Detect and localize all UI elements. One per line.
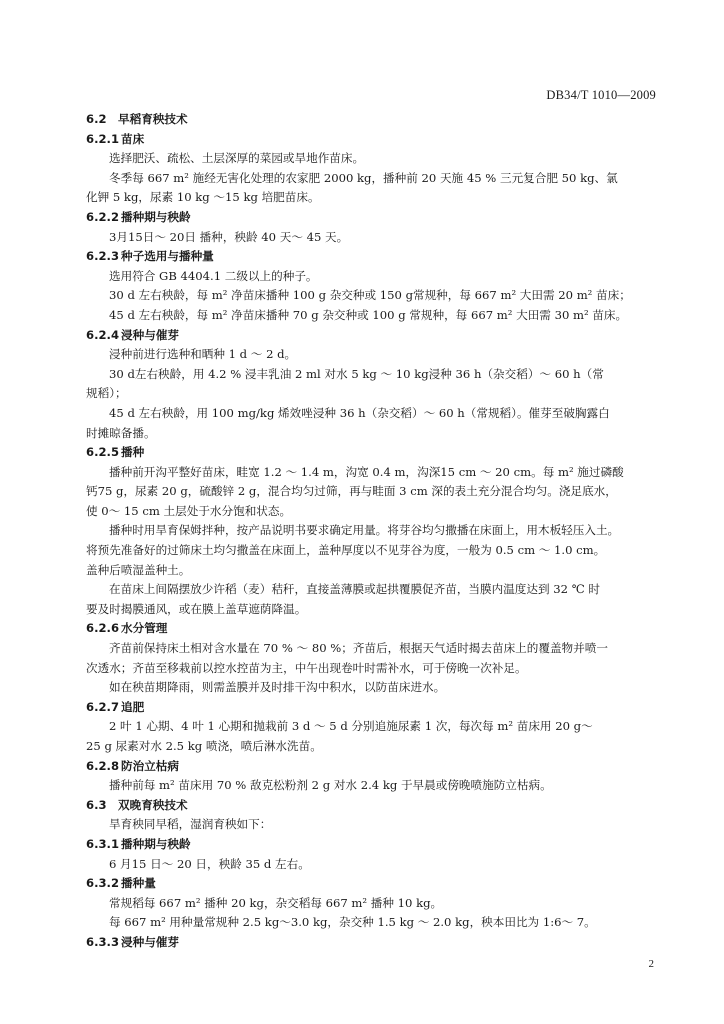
subsection-heading — [86, 933, 658, 953]
paragraph-line: 旱育秧同早稻，湿润育秧如下： — [109, 817, 272, 832]
heading-number: 6.3.2 — [86, 876, 120, 891]
heading-number: 6.2.1 — [86, 131, 120, 146]
subsection-heading — [86, 326, 658, 346]
paragraph-continuation: 使 0～ 15 cm 土层处于水分饱和状态。 — [86, 503, 292, 518]
paragraph-line: 选用符合 GB 4404.1 二级以上的种子。 — [109, 268, 318, 283]
paragraph-continuation: 次透水；齐苗至移栽前以控水控苗为主，中午出现卷叶时需补水，可于傍晚一次补足。 — [86, 660, 527, 675]
heading-text: 水分管理 — [121, 621, 168, 636]
heading-number: 6.3.3 — [86, 934, 120, 949]
subsection-heading — [86, 619, 658, 639]
heading-number: 6.2.7 — [86, 699, 120, 714]
section-heading — [86, 796, 658, 816]
heading-number: 6.2.6 — [86, 621, 120, 636]
heading-number: 6.2.4 — [86, 327, 120, 342]
paragraph-continuation: 盖种后喷湿盖种土。 — [86, 562, 191, 577]
heading-number: 6.2 — [86, 112, 107, 126]
paragraph-line: 45 d 左右秧龄，用 100 mg/kg 烯效唑浸种 36 h（杂交稻）～ 60 h（常规稻）。催芽至破胸露白 — [109, 405, 610, 420]
heading-text: 苗床 — [121, 131, 145, 146]
paragraph-line: 45 d 左右秧龄，每 m² 净苗床播种 70 g 杂交种或 100 g 常规种，每 667 m² 大田需 30 m² 苗床。 — [109, 307, 628, 322]
heading-number: 6.3 — [86, 797, 107, 812]
heading-number: 6.2.8 — [86, 758, 120, 773]
heading-number: 6.2.5 — [86, 445, 120, 460]
paragraph-line: 30 d左右秧龄，用 4.2 % 浸丰乳油 2 ml 对水 5 kg ～ 10 kg浸种 36 h（杂交稻）～ 60 h（常 — [109, 366, 604, 381]
heading-number: 6.2.3 — [86, 249, 120, 264]
paragraph-line: 每 667 m² 用种量常规种 2.5 kg～3.0 kg，杂交种 1.5 kg ～ 2.0 kg，秧本田比为 1:6～ 7。 — [109, 915, 596, 930]
subsection-heading — [86, 698, 658, 718]
heading-text: 浸种与催芽 — [121, 934, 179, 949]
heading-text: 播种期与秧龄 — [121, 836, 191, 851]
paragraph-continuation: 时摊晾备播。 — [86, 425, 156, 440]
subsection-heading — [86, 208, 658, 228]
subsection-heading — [86, 835, 658, 855]
paragraph-line: 6 月15 日～ 20 日，秧龄 35 d 左右。 — [109, 856, 310, 871]
paragraph-continuation: 要及时揭膜通风，或在膜上盖草遮荫降温。 — [86, 601, 307, 616]
paragraph-line: 选择肥沃、疏松、土层深厚的菜园或旱地作苗床。 — [109, 151, 365, 166]
heading-text: 追肥 — [121, 699, 145, 714]
standard-code: DB34/T 1010—2009 — [546, 88, 656, 102]
heading-text: 播种量 — [121, 876, 156, 891]
heading-text: 浸种与催芽 — [121, 327, 179, 342]
subsection-heading — [86, 874, 658, 894]
heading-text: 播种 — [121, 445, 145, 460]
paragraph-continuation: 25 g 尿素对水 2.5 kg 喷浇，喷后淋水洗苗。 — [86, 739, 322, 753]
subsection-heading — [86, 247, 658, 267]
paragraph-continuation: 规稻）； — [86, 386, 127, 401]
paragraph-line: 浸种前进行选种和晒种 1 d ～ 2 d。 — [109, 347, 297, 362]
heading-text: 双晚育秧技术 — [118, 797, 188, 812]
paragraph-line: 冬季每 667 m² 施经无害化处理的农家肥 2000 kg，播种前 20 天施 45 % 三元复合肥 50 kg、氯 — [109, 170, 618, 185]
paragraph-line: 播种前每 m² 苗床用 70 % 敌克松粉剂 2 g 对水 2.4 kg 于早晨或傍晚喷施防立枯病。 — [109, 778, 552, 793]
heading-text: 早稻育秧技术 — [118, 112, 188, 126]
paragraph-line: 在苗床上间隔摆放少许稻（麦）秸秆，直接盖薄膜或起拱覆膜促齐苗，当膜内温度达到 32 ℃ 时 — [109, 582, 600, 597]
paragraph-line: 如在秧苗期降雨，则需盖膜并及时排干沟中积水，以防苗床进水。 — [109, 680, 446, 695]
paragraph-continuation: 钙75 g，尿素 20 g，硫酸锌 2 g，混合均匀过筛，再与畦面 3 cm 深的表土充分混合均匀。浇足底水， — [86, 484, 617, 499]
heading-number: 6.2.2 — [86, 209, 120, 224]
section-heading — [86, 110, 658, 130]
document-body — [86, 110, 658, 953]
page-number: 2 — [648, 958, 654, 970]
paragraph-continuation: 化钾 5 kg，尿素 10 kg ～15 kg 培肥苗床。 — [86, 190, 320, 205]
paragraph-line: 播种时用旱育保姆拌种，按产品说明书要求确定用量。将芽谷均匀撒播在床面上，用木板轻压入土。 — [109, 523, 620, 538]
heading-text: 防治立枯病 — [121, 758, 179, 773]
paragraph-line: 齐苗前保持床土相对含水量在 70 % ～ 80 %；齐苗后，根据天气适时揭去苗床上的覆盖物并喷一 — [109, 641, 608, 656]
heading-number: 6.3.1 — [86, 836, 120, 851]
heading-text: 播种期与秧龄 — [121, 209, 191, 224]
paragraph-line: 30 d 左右秧龄，每 m² 净苗床播种 100 g 杂交种或 150 g常规种，每 667 m² 大田需 20 m² 苗床； — [109, 288, 631, 303]
subsection-heading — [86, 443, 658, 463]
paragraph-line: 2 叶 1 心期、4 叶 1 心期和抛栽前 3 d ～ 5 d 分别追施尿素 1 次，每次每 m² 苗床用 20 g～ — [109, 719, 593, 734]
subsection-heading — [86, 130, 658, 150]
heading-text: 种子选用与播种量 — [121, 249, 214, 264]
subsection-heading — [86, 757, 658, 777]
paragraph-line: 3月15日～ 20日 播种，秧龄 40 天～ 45 天。 — [109, 229, 349, 244]
paragraph-line: 常规稻每 667 m² 播种 20 kg，杂交稻每 667 m² 播种 10 kg。 — [109, 895, 443, 910]
paragraph-line: 播种前开沟平整好苗床，畦宽 1.2 ～ 1.4 m，沟宽 0.4 m，沟深15 cm ～ 20 cm。每 m² 施过磷酸 — [109, 464, 624, 479]
paragraph-continuation: 将预先准备好的过筛床土均匀撒盖在床面上，盖种厚度以不见芽谷为度，一般为 0.5 cm ～ 1.0 cm。 — [86, 543, 606, 558]
